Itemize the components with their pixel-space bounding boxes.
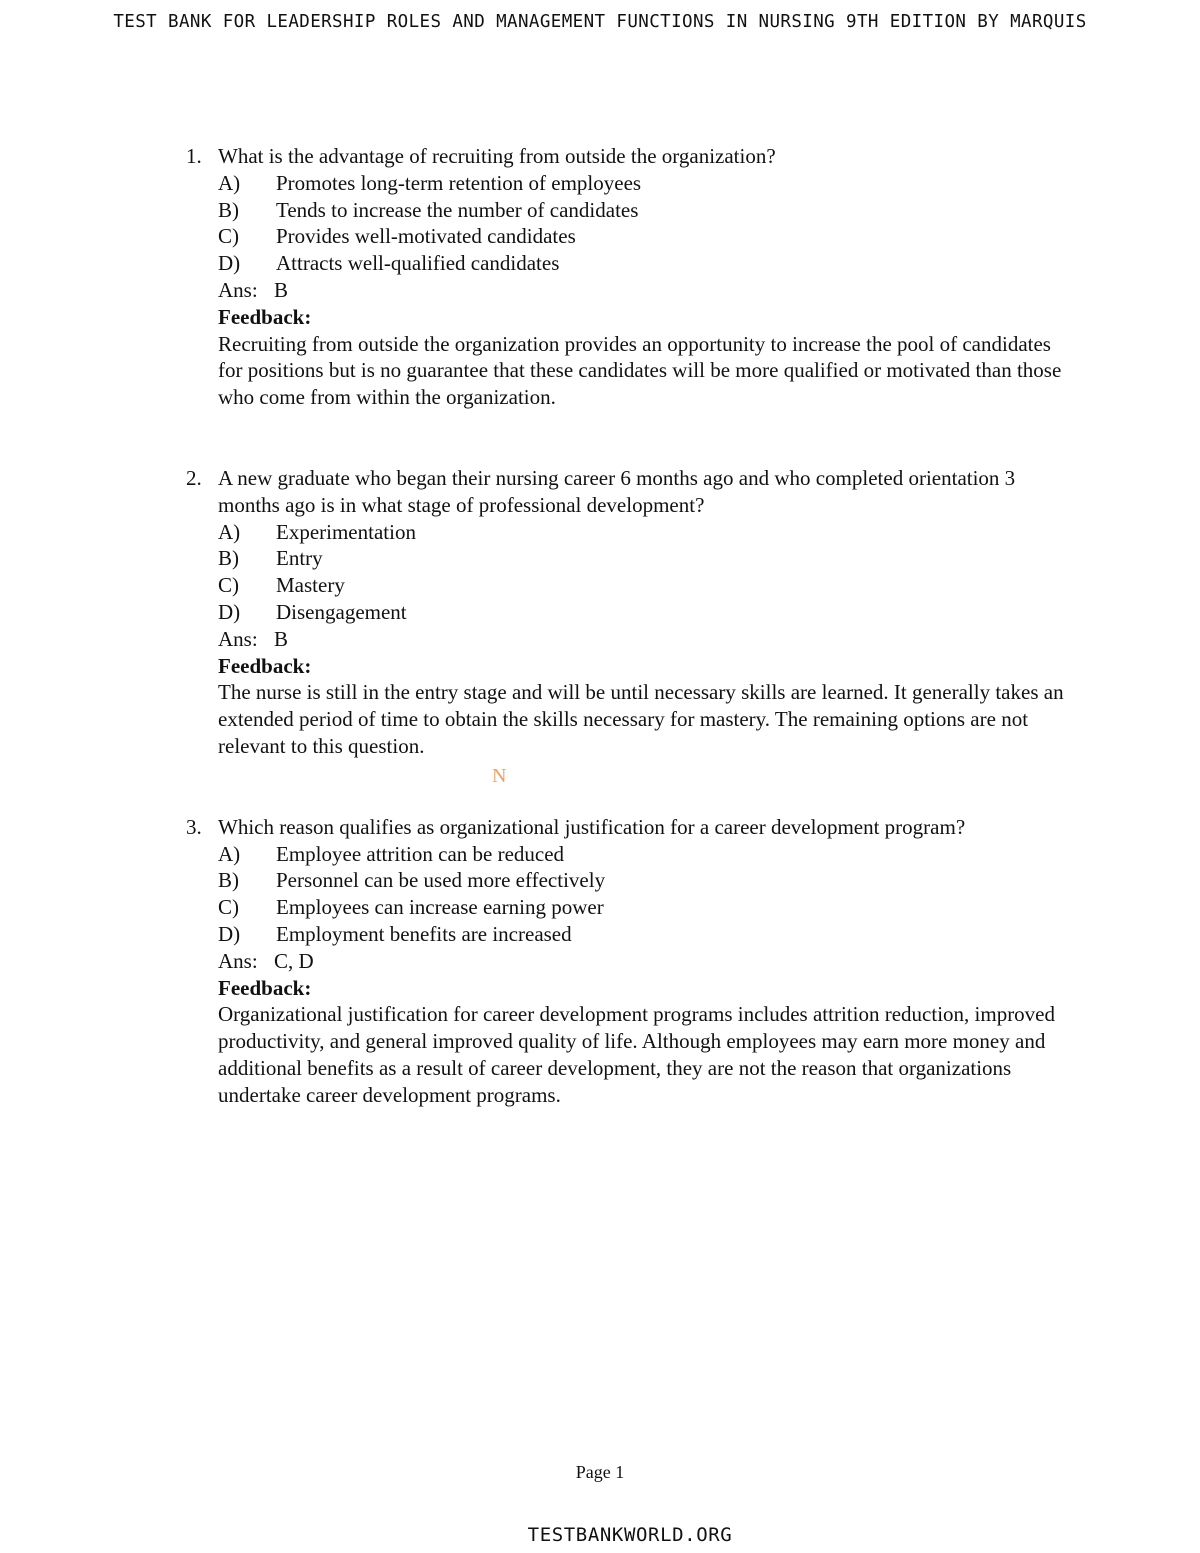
option-text: Provides well-motivated candidates [276,224,576,249]
option-a [218,170,1066,197]
question-text: What is the advantage of recruiting from outside the organization? [218,144,776,168]
option-letter: A) [218,841,241,866]
answer-label: Ans: [218,277,258,302]
feedback-label: Feedback: [218,653,312,678]
option-b [218,197,1066,224]
option-c [218,894,1066,921]
option-letter: C) [218,895,239,920]
footer-site: TESTBANKWORLD.ORG [527,1524,733,1546]
question-number: 3. [186,814,202,839]
option-d [218,250,1066,277]
option-text: Tends to increase the number of candidates [276,197,639,222]
option-letter: A) [218,519,241,544]
question-2 [186,465,1066,760]
option-text: Employees can increase earning power [276,895,604,920]
question-text: A new graduate who began their nursing career 6 months ago and who completed orientation 3 months ago is in what stage of professional development? [218,465,1016,517]
option-text: Attracts well-qualified candidates [276,251,560,276]
answer-label: Ans: [218,626,258,651]
feedback-label: Feedback: [218,975,312,1000]
page-number: Page 1 [575,1462,625,1482]
option-a [218,519,1066,546]
answer-line [218,948,1066,975]
option-letter: D) [218,921,241,946]
question-text: Which reason qualifies as organizational justification for a career development program? [218,814,966,839]
question-list [186,143,1066,1163]
option-text: Promotes long-term retention of employees [276,170,642,195]
question-1 [186,143,1066,411]
option-text: Experimentation [276,519,416,544]
option-c [218,223,1066,250]
answer-value: C, D [274,948,314,973]
option-a [218,841,1066,868]
answer-value: B [274,626,289,651]
feedback-text: Recruiting from outside the organization provides an opportunity to increase the pool of candidates for positions but is no guarantee that these candidates will be more qualified or motivated than those who come from within the organization. [218,331,1062,410]
feedback-text: Organizational justification for career development programs includes attrition reduction, improved productivity, and general improved quality of life. Although employees may earn more money and additional benefits as a result of career development, they are not the reason that organizations undertake career development programs. [218,1002,1056,1107]
option-letter: A) [218,170,241,195]
option-text: Employment benefits are increased [276,921,572,946]
answer-label: Ans: [218,948,258,973]
option-c [218,572,1066,599]
option-b [218,867,1066,894]
feedback-label: Feedback: [218,304,312,329]
orange-marker-letter: N [492,765,507,787]
question-number: 1. [186,144,202,168]
option-letter: B) [218,546,239,571]
option-text: Mastery [276,573,345,598]
answer-line [218,626,1066,653]
option-text: Personnel can be used more effectively [276,868,606,893]
option-letter: C) [218,224,239,249]
option-letter: D) [218,251,241,276]
feedback-text: The nurse is still in the entry stage and will be until necessary skills are learned. It generally takes an extended period of time to obtain the skills necessary for mastery. The remaining options are not relevant to this question. [218,680,1064,758]
question-3 [186,814,1066,1109]
answer-line [218,277,1066,304]
option-letter: C) [218,573,239,598]
option-letter: B) [218,197,239,222]
option-letter: B) [218,868,239,893]
question-number: 2. [186,465,202,490]
answer-value: B [274,277,289,302]
option-text: Disengagement [276,599,407,624]
option-letter: D) [218,599,241,624]
document-header: TEST BANK FOR LEADERSHIP ROLES AND MANAGEMENT FUNCTIONS IN NURSING 9TH EDITION BY MARQUIS [113,12,1087,32]
option-text: Employee attrition can be reduced [276,841,565,866]
option-text: Entry [276,546,323,571]
option-d [218,599,1066,626]
option-b [218,545,1066,572]
option-d [218,921,1066,948]
